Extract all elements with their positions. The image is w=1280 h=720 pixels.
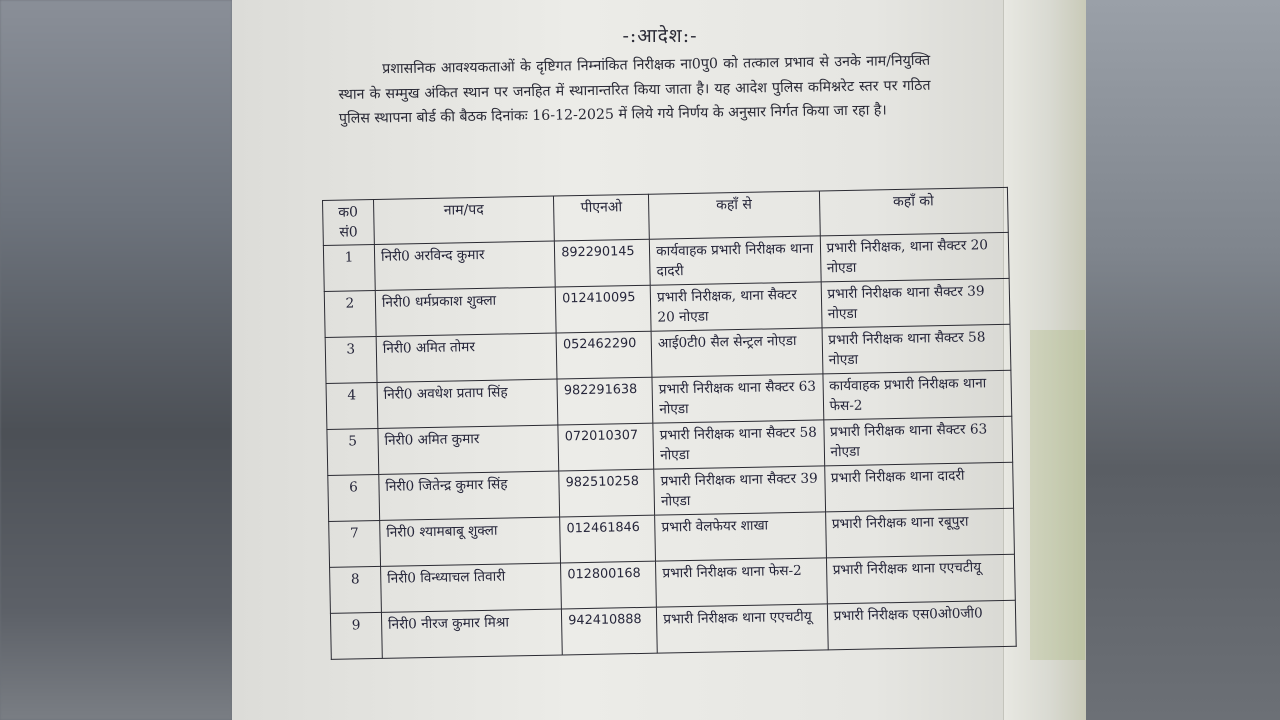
background-left: [0, 0, 232, 720]
cell-pno: 982291638: [557, 377, 653, 425]
cell-name: निरी0 धर्मप्रकाश शुक्ला: [375, 287, 556, 336]
cell-pno: 942410888: [562, 607, 658, 655]
background-strip: [1030, 330, 1085, 660]
header-pno: पीएनओ: [554, 194, 650, 241]
cell-pno: 982510258: [559, 469, 655, 517]
cell-serial: 7: [329, 520, 381, 567]
cell-name: निरी0 अमित तोमर: [376, 333, 557, 382]
cell-to: प्रभारी निरीक्षक थाना सैक्टर 58 नोएडा: [822, 324, 1011, 374]
cell-from: प्रभारी निरीक्षक, थाना सैक्टर 20 नोएडा: [650, 282, 821, 331]
cell-serial: 3: [325, 336, 377, 383]
cell-from: कार्यवाहक प्रभारी निरीक्षक थाना दादरी: [649, 236, 820, 285]
cell-name: निरी0 अमित कुमार: [378, 425, 559, 474]
cell-to: प्रभारी निरीक्षक थाना रबूपुरा: [825, 508, 1014, 558]
cell-name: निरी0 अवधेश प्रताप सिंह: [377, 379, 558, 428]
cell-to: प्रभारी निरीक्षक एस0ओ0जी0: [827, 600, 1016, 650]
order-paragraph: [338, 49, 931, 132]
cell-from: प्रभारी निरीक्षक थाना सैक्टर 63 नोएडा: [652, 374, 823, 423]
cell-from: प्रभारी वेलफेयर शाखा: [655, 512, 826, 561]
order-paragraph-text: प्रशासनिक आवश्यकताओं के दृष्टिगत निम्नांकित निरीक्षक ना0पु0 को तत्काल प्रभाव से उनके नाम/नियुक्ति स्थान के सम्मुख अंकित स्थान पर जनहित में स्थानान्तरित किया जाता है। यह आदेश पुलिस कमिश्नरेट स्तर पर गठित पुलिस स्थापना बोर्ड की बैठक दिनांकः 16-12-2025 में लिये गये निर्णय के अनुसार निर्गत किया जा रहा है।: [338, 52, 931, 127]
cell-to: प्रभारी निरीक्षक, थाना सैक्टर 20 नोएडा: [820, 232, 1009, 282]
cell-serial: 9: [330, 612, 382, 659]
cell-name: निरी0 अरविन्द कुमार: [374, 241, 555, 290]
header-name: नाम/पद: [373, 196, 554, 244]
table-body: [323, 232, 1016, 659]
cell-to: कार्यवाहक प्रभारी निरीक्षक थाना फेस-2: [822, 370, 1011, 420]
cell-pno: 012410095: [555, 285, 651, 333]
cell-serial: 8: [330, 566, 382, 613]
cell-name: निरी0 जितेन्द्र कुमार सिंह: [379, 471, 560, 520]
cell-from: प्रभारी निरीक्षक थाना एएचटीयू: [657, 604, 828, 653]
transfer-order-document: [300, 0, 1020, 720]
cell-pno: 892290145: [555, 239, 651, 287]
cell-pno: 012800168: [561, 561, 657, 609]
cell-from: आई0टी0 सैल सेन्ट्रल नोएडा: [651, 328, 822, 377]
cell-name: निरी0 विन्ध्याचल तिवारी: [380, 563, 561, 612]
cell-to: प्रभारी निरीक्षक थाना दादरी: [824, 462, 1013, 512]
cell-from: प्रभारी निरीक्षक थाना फेस-2: [656, 558, 827, 607]
cell-to: प्रभारी निरीक्षक थाना सैक्टर 39 नोएडा: [821, 278, 1010, 328]
header-serial: क0 सं0: [323, 200, 375, 246]
cell-serial: 2: [324, 290, 376, 337]
cell-from: प्रभारी निरीक्षक थाना सैक्टर 39 नोएडा: [654, 466, 825, 515]
header-to: कहाँ को: [819, 187, 1008, 236]
header-from: कहाँ से: [649, 191, 820, 239]
background-right: [1085, 0, 1280, 720]
cell-serial: 4: [326, 382, 378, 429]
cell-name: निरी0 श्यामबाबू शुक्ला: [380, 517, 561, 566]
cell-serial: 6: [328, 474, 380, 521]
cell-pno: 072010307: [558, 423, 654, 471]
cell-serial: 5: [327, 428, 379, 475]
cell-serial: 1: [323, 245, 375, 292]
cell-pno: 012461846: [560, 515, 656, 563]
cell-to: प्रभारी निरीक्षक थाना एएचटीयू: [826, 554, 1015, 604]
transfer-table: [322, 187, 1017, 660]
cell-to: प्रभारी निरीक्षक थाना सैक्टर 63 नोएडा: [823, 416, 1012, 466]
cell-pno: 052462290: [556, 331, 652, 379]
order-heading: -:आदेश:-: [622, 25, 698, 47]
cell-name: निरी0 नीरज कुमार मिश्रा: [381, 609, 562, 658]
cell-from: प्रभारी निरीक्षक थाना सैक्टर 58 नोएडा: [653, 420, 824, 469]
